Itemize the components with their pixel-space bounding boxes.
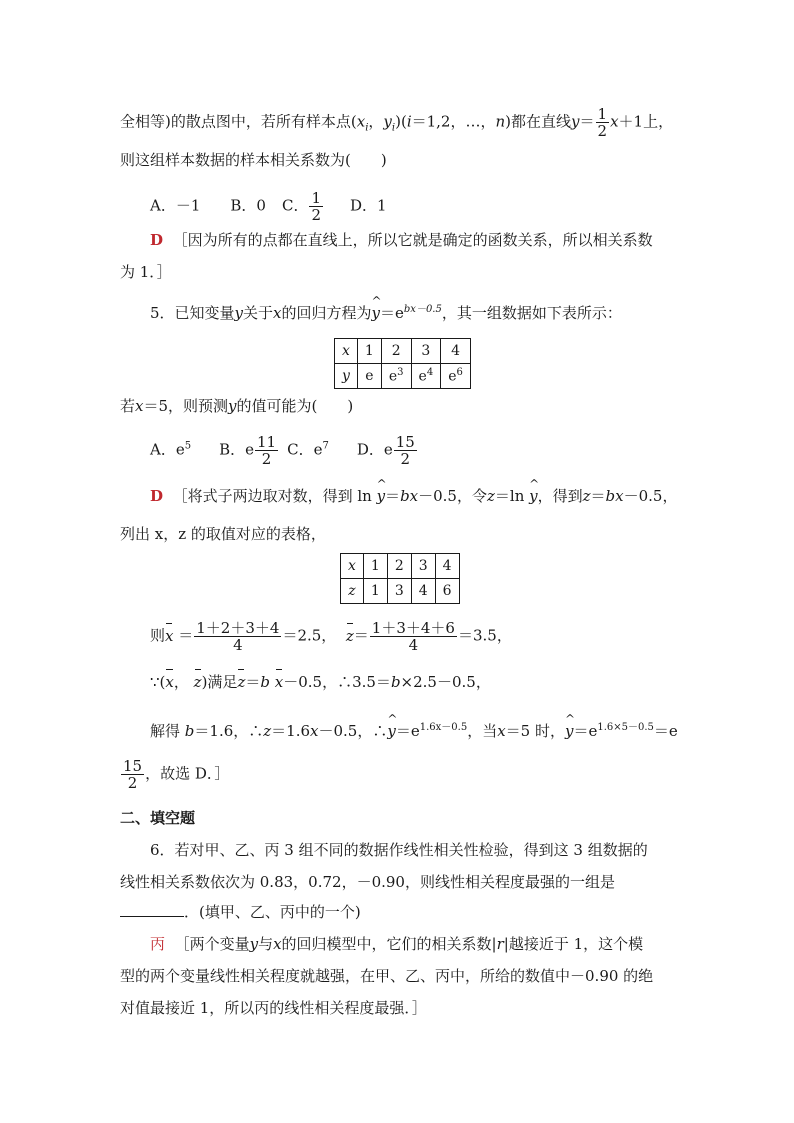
math-var: x: [273, 935, 282, 953]
math-var: y: [383, 112, 392, 131]
table-cell: z: [341, 579, 364, 604]
answer-blank: [120, 902, 184, 917]
math-var-bar: x: [165, 673, 174, 691]
q5-text: ＝: [385, 487, 401, 505]
table-cell: $e^6$: [441, 364, 471, 389]
math-var-bar: z: [193, 673, 202, 691]
q4-text: ＝: [579, 112, 595, 131]
math-exponent: 5: [184, 440, 192, 452]
math-var-bar: z: [237, 673, 246, 691]
q6-explanation-line1: [150, 934, 643, 954]
math-var-hat: ^ y: [372, 303, 380, 323]
q5-text: ＝5，则预测: [143, 397, 229, 415]
fraction-15-2: $\frac{15}{2}$: [395, 433, 415, 468]
fraction-11-2: $\frac{11}{2}$: [257, 433, 277, 468]
math-var: z: [263, 722, 272, 740]
q5-text: 的回归方程为: [281, 304, 372, 322]
math-var-bar: z: [345, 626, 354, 645]
q4-options: [150, 190, 387, 223]
q5-text: 关于: [243, 304, 274, 322]
math-var: x: [610, 112, 619, 131]
q5-text: ，其一组数据如下表所示：: [441, 304, 622, 322]
q5-text: )满足: [201, 673, 238, 691]
q6-text: 与: [258, 935, 274, 953]
q6-stem-line1: 6．若对甲、乙、丙 3 组不同的数据作线性相关性检验，得到这 3 组数据的: [150, 841, 648, 859]
q5-text: ＝ln: [494, 487, 530, 505]
q5-solution-line2: 列出 x，z 的取值对应的表格，: [120, 525, 326, 543]
q5-option-c: C．e: [287, 440, 323, 459]
table-cell: x: [341, 554, 364, 579]
q5-text: ＝5 时，: [505, 722, 565, 740]
table-cell: 4: [441, 339, 471, 364]
math-var-hat: ^ y: [565, 721, 573, 741]
q5-text: ∵(: [150, 673, 166, 691]
math-var-bar: x: [274, 673, 284, 691]
q5-ask: [120, 396, 353, 416]
math-var: z: [582, 487, 591, 505]
fraction-mean-z: $\frac{1+3+4+6}{4}$: [371, 619, 455, 654]
q4-expl: ［因为所有的点都在直线上，所以它就是确定的函数关系，所以相关系数: [172, 231, 653, 249]
q4-explanation-line1: [150, 230, 653, 250]
q4-text: ＝1,2，…，: [411, 112, 496, 131]
q4-option-d: D．1: [350, 196, 387, 215]
q6-stem-line2: 线性相关系数依次为 0.83，0.72，－0.90，则线性相关程度最强的一组是: [120, 873, 615, 891]
q5-text: 解得: [150, 722, 181, 740]
q5-final-line: [150, 718, 678, 741]
table-cell: 1: [363, 554, 387, 579]
table-row: [335, 364, 471, 389]
math-var: b: [260, 673, 270, 691]
math-var: y: [228, 397, 237, 415]
q4-option-c: C．: [281, 196, 309, 215]
q5-text: －0.5，: [623, 487, 678, 505]
math-var: x: [310, 722, 319, 740]
q5-final-end: [120, 758, 229, 791]
math-var: b: [184, 722, 195, 740]
table-cell: 3: [411, 339, 441, 364]
q5-stem: [150, 300, 622, 323]
table-cell: e: [357, 364, 381, 389]
math-var: y: [571, 112, 580, 131]
q5-text: ＝e: [395, 722, 420, 740]
table-cell: y: [335, 364, 358, 389]
q6-stem-line3: [120, 902, 361, 922]
q5-mean-calc: 则x ＝ $\frac{1+2+3+4}{4}$ ＝2.5， z＝ $\frac{1+3+4+6}{4}$ ＝3.5，: [150, 619, 512, 654]
math-var: r: [496, 935, 504, 953]
q5-text: ＝e: [573, 722, 598, 740]
q5-text: ，: [173, 673, 189, 691]
table-cell: 6: [435, 579, 459, 604]
table-row: [335, 339, 471, 364]
math-sub: i: [391, 122, 396, 134]
q5-options: [150, 434, 418, 467]
q5-text: －0.5，∴: [318, 722, 388, 740]
table-cell: x: [335, 339, 358, 364]
q4-text: )(: [395, 112, 407, 131]
table-cell: 2: [387, 554, 411, 579]
q4-option-a: A．－1: [150, 196, 201, 215]
table-cell: $e^3$: [381, 364, 411, 389]
q4-option-b: B．0: [230, 196, 266, 215]
table-row: [341, 554, 460, 579]
q5-text: －0.5，令: [418, 487, 487, 505]
q5-text: ，故选 D．］: [145, 764, 230, 783]
q4-text: ＋1上，: [618, 112, 674, 131]
math-var: bx: [400, 487, 419, 505]
q5-data-table: [334, 338, 471, 389]
q6-answer: 丙: [150, 935, 166, 953]
q4-explanation-line2: 为 1．］: [120, 263, 172, 281]
fraction-half: $\frac{1}{2}$: [311, 189, 321, 224]
q5-text: 5．已知变量: [150, 304, 235, 322]
math-var: i: [406, 112, 412, 131]
q6-explanation-line3: 对值最接近 1，所以丙的线性相关程度最强．］: [120, 999, 427, 1017]
math-var: x: [497, 722, 506, 740]
q5-option-b: B．e: [219, 440, 254, 459]
q6-text: ．(填甲、乙、丙中的一个): [184, 903, 361, 921]
table-cell: $e^4$: [411, 364, 441, 389]
math-var: x: [356, 112, 366, 131]
q5-xz-table: [340, 553, 460, 604]
math-exponent: bx－0.5: [403, 304, 442, 315]
math-var: n: [495, 112, 506, 131]
q6-text: 的回归模型中，它们的相关系数|: [281, 935, 497, 953]
fraction-15-2: $\frac{15}{2}$: [123, 757, 143, 792]
math-var: y: [249, 935, 259, 953]
q5-text: 则: [150, 626, 166, 645]
q5-answer: D: [150, 487, 164, 505]
math-var-hat: ^ y: [377, 486, 385, 506]
q5-text: ，得到: [537, 487, 583, 505]
math-var: b: [390, 673, 401, 691]
q5-text: 的值可能为( ): [236, 397, 354, 415]
fraction-half: $\frac{1}{2}$: [597, 105, 608, 140]
q5-text: ＝: [590, 487, 606, 505]
q5-text: ＝: [245, 673, 261, 691]
q5-text: ＝1.6，∴: [194, 722, 264, 740]
q4-line1: 全相等)的散点图中，若所有样本点($x_i$，$y_i)(i=1,2$，…，n)都在直线y＝ $\frac{1}{2}$ x＋1上，: [120, 105, 674, 140]
q5-line-b: [150, 672, 491, 692]
math-var: x: [273, 304, 282, 322]
math-var: bx: [605, 487, 624, 505]
table-cell: 4: [411, 579, 435, 604]
math-exponent: 7: [322, 440, 329, 452]
q6-explanation-line2: 型的两个变量线性相关程度就越强，在甲、乙、丙中，所给的数值中－0.90 的绝: [120, 967, 654, 985]
table-cell: 2: [381, 339, 411, 364]
math-var-hat: ^ y: [387, 721, 395, 741]
table-cell: 1: [357, 339, 381, 364]
q5-option-d: D．e: [356, 440, 393, 459]
q5-text: ［将式子两边取对数，得到 ln: [172, 487, 377, 505]
q5-text: ＝e: [380, 304, 404, 322]
math-var: y: [234, 304, 244, 322]
q4-text: )都在直线: [505, 112, 572, 131]
math-var-hat: ^ y: [529, 486, 537, 506]
q5-text: ＝1.6: [271, 722, 311, 740]
q6-text: |越接近于 1，这个模: [503, 935, 644, 953]
table-cell: 3: [411, 554, 435, 579]
table-cell: 3: [387, 579, 411, 604]
q5-text: ＝2.5，: [282, 626, 337, 645]
q5-solution-line1: [150, 486, 677, 506]
math-var-bar: x: [165, 626, 174, 645]
fraction-mean-x: $\frac{1+2+3+4}{4}$: [196, 619, 280, 654]
math-var: x: [135, 397, 144, 415]
q4-text: 全相等)的散点图中，若所有样本点(: [120, 112, 357, 131]
q5-text: ，当: [467, 722, 498, 740]
q5-text: ＝3.5，: [457, 626, 512, 645]
q6-text: ［两个变量: [174, 935, 250, 953]
q5-text: －0.5，∴3.5＝: [283, 673, 391, 691]
q5-text: ＝e: [653, 722, 678, 740]
math-sub: i: [365, 122, 369, 134]
table-cell: 4: [435, 554, 459, 579]
q4-line2: 则这组样本数据的样本相关系数为( ): [120, 151, 387, 169]
math-exponent: 1.6x－0.5: [419, 722, 468, 733]
q5-text: ×2.5－0.5，: [400, 673, 491, 691]
math-var: z: [486, 487, 495, 505]
q5-text: 若: [120, 397, 136, 415]
math-exponent: 1.6×5－0.5: [597, 722, 654, 733]
section-title: 二、填空题: [120, 809, 196, 827]
table-row: [341, 579, 460, 604]
q5-option-a: A．e: [150, 440, 185, 459]
table-cell: 1: [363, 579, 387, 604]
q4-answer: D: [150, 231, 164, 249]
